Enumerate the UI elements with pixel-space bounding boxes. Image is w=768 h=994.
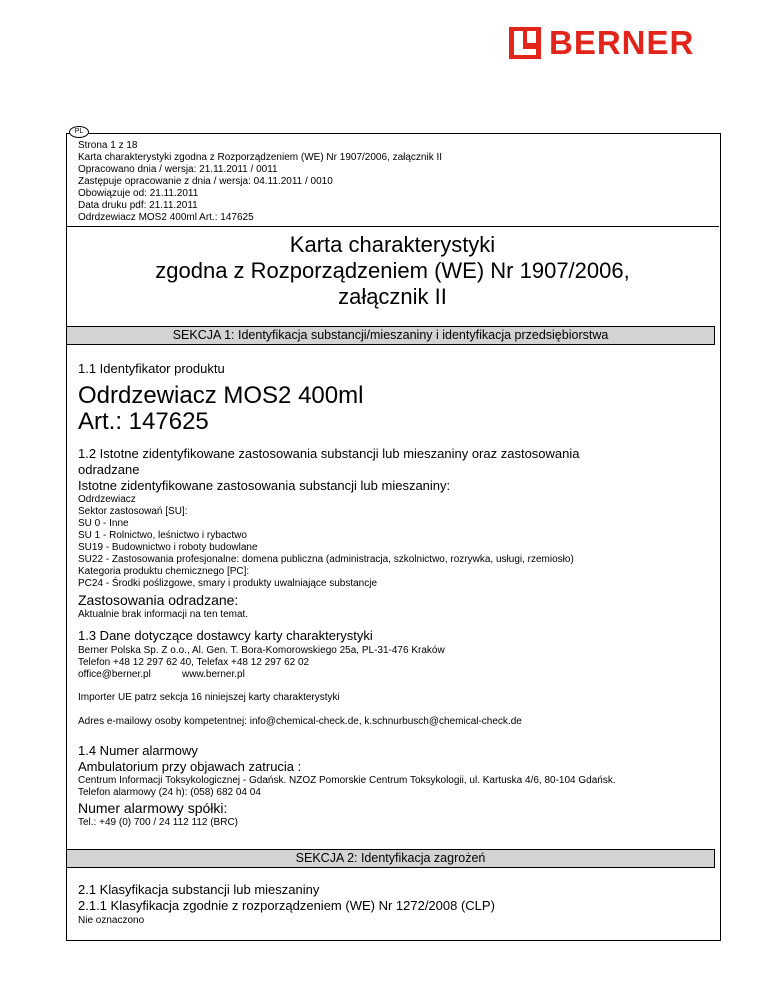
use-item: SU22 - Zastosowania profesjonalne: domena publiczna (administracja, szkolnictwo, rozrywka, usługi, rzemiosło) bbox=[78, 554, 574, 565]
supplier-website[interactable]: www.berner.pl bbox=[182, 669, 245, 680]
ambulatory-line-2: Telefon alarmowy (24 h): (058) 682 04 04 bbox=[78, 787, 261, 798]
s1-2-heading-line-2: odradzane bbox=[78, 462, 140, 477]
product-reference: Odrdzewiacz MOS2 400ml Art.: 147625 bbox=[78, 212, 254, 223]
section-1-bar: SEKCJA 1: Identyfikacja substancji/mieszaniny i identyfikacja przedsiębiorstwa bbox=[66, 326, 715, 345]
product-article: Art.: 147625 bbox=[78, 408, 209, 435]
use-item: Kategoria produktu chemicznego [PC]: bbox=[78, 566, 250, 577]
ambulatory-line-1: Centrum Informacji Toksykologicznej - Gdańsk. NZOZ Pomorskie Centrum Toksykologii, ul. Kartuska 4/6, 80-104 Gdańsk. bbox=[78, 775, 616, 786]
discouraged-uses-text: Aktualnie brak informacji na ten temat. bbox=[78, 609, 249, 620]
use-item: Odrdzewiacz bbox=[78, 494, 136, 505]
prepared-date: Opracowano dnia / wersja: 21.11.2011 / 0011 bbox=[78, 164, 278, 175]
company-alarm-number: Tel.: +49 (0) 700 / 24 112 112 (BRC) bbox=[78, 817, 238, 828]
berner-logo-text: BERNER bbox=[549, 24, 695, 61]
page-number: Strona 1 z 18 bbox=[78, 140, 138, 151]
s2-1-heading: 2.1 Klasyfikacja substancji lub mieszaniny bbox=[78, 882, 320, 897]
discouraged-uses-heading: Zastosowania odradzane: bbox=[78, 592, 239, 608]
use-item: SU 1 - Rolnictwo, leśnictwo i rybactwo bbox=[78, 530, 247, 541]
valid-from: Obowiązuje od: 21.11.2011 bbox=[78, 188, 199, 199]
product-name: Odrdzewiacz MOS2 400ml bbox=[78, 382, 364, 409]
section-2-bar: SEKCJA 2: Identyfikacja zagrożeń bbox=[66, 849, 715, 868]
supplier-address: Berner Polska Sp. Z o.o., Al. Gen. T. Bora-Komorowskiego 25a, PL-31-476 Kraków bbox=[78, 645, 445, 656]
importer-note: Importer UE patrz sekcja 16 niniejszej karty charakterystyki bbox=[78, 692, 340, 703]
use-item: PC24 - Środki poślizgowe, smary i produkty uwalniające substancje bbox=[78, 578, 378, 589]
competent-person-email: Adres e-mailowy osoby kompetentnej: info@chemical-check.de, k.schnurbusch@chemical-check.de bbox=[78, 716, 522, 727]
company-alarm-heading: Numer alarmowy spółki: bbox=[78, 800, 228, 816]
document-header bbox=[78, 140, 442, 224]
use-item: SU 0 - Inne bbox=[78, 518, 129, 529]
use-item: Sektor zastosowań [SU]: bbox=[78, 506, 188, 517]
s1-2-heading-line-1: 1.2 Istotne zidentyfikowane zastosowania substancji lub mieszaniny oraz zastosowania bbox=[78, 446, 580, 461]
doc-reference: Karta charakterystyki zgodna z Rozporządzeniem (WE) Nr 1907/2006, załącznik II bbox=[78, 152, 443, 163]
identified-uses-heading: Istotne zidentyfikowane zastosowania substancji lub mieszaniny: bbox=[78, 478, 451, 493]
supplier-email[interactable]: office@berner.pl bbox=[78, 669, 151, 680]
header-divider bbox=[66, 226, 719, 227]
print-date: Data druku pdf: 21.11.2011 bbox=[78, 200, 198, 211]
s1-4-heading: 1.4 Numer alarmowy bbox=[78, 743, 198, 758]
use-item: SU19 - Budownictwo i roboty budowlane bbox=[78, 542, 258, 553]
berner-logo bbox=[509, 26, 694, 60]
s2-1-1-heading: 2.1.1 Klasyfikacja zgodnie z rozporządzeniem (WE) Nr 1272/2008 (CLP) bbox=[78, 898, 495, 913]
s1-3-heading: 1.3 Dane dotyczące dostawcy karty charakterystyki bbox=[78, 628, 373, 643]
language-badge: PL bbox=[69, 126, 89, 138]
document-title bbox=[66, 232, 719, 310]
supplier-phone: Telefon +48 12 297 62 40, Telefax +48 12 297 62 02 bbox=[78, 657, 310, 668]
title-line-3: załącznik II bbox=[338, 284, 447, 309]
title-line-2: zgodna z Rozporządzeniem (WE) Nr 1907/2006, bbox=[155, 258, 630, 283]
title-line-1: Karta charakterystyki bbox=[289, 232, 496, 257]
replaces-version: Zastępuje opracowanie z dnia / wersja: 04.11.2011 / 0010 bbox=[78, 176, 333, 187]
ambulatory-heading: Ambulatorium przy objawach zatrucia : bbox=[78, 759, 302, 774]
s1-1-heading: 1.1 Identyfikator produktu bbox=[78, 361, 225, 376]
berner-logo-mark-icon bbox=[509, 27, 541, 59]
not-marked-text: Nie oznaczono bbox=[78, 915, 145, 926]
